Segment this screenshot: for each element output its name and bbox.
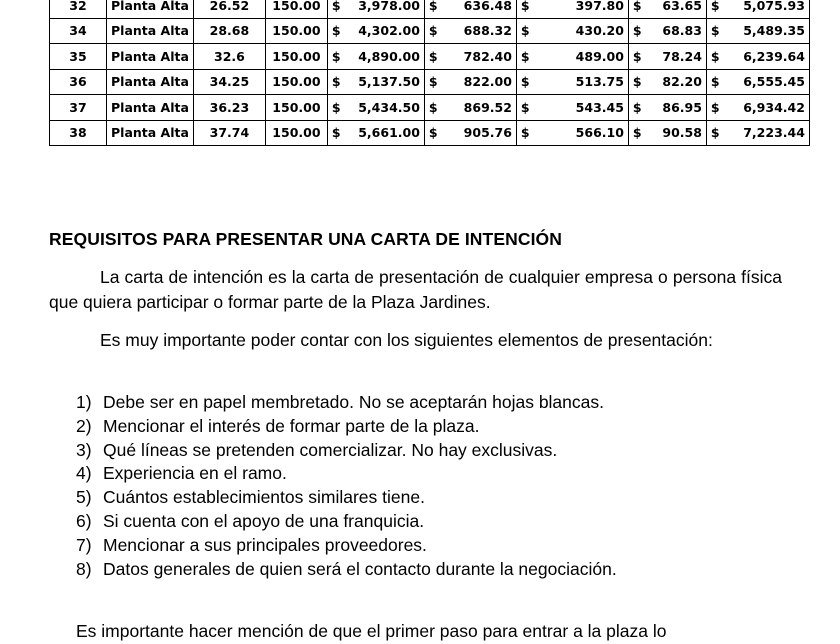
amount-value: 430.20	[575, 23, 624, 39]
list-item-number: 2)	[76, 415, 92, 436]
currency-symbol: $	[710, 99, 720, 115]
requirements-list	[76, 391, 617, 581]
fee-cell	[628, 69, 706, 95]
currency-symbol: $	[632, 0, 642, 13]
list-item-number: 5)	[76, 487, 92, 508]
local-number-cell: 32	[50, 0, 107, 18]
local-number-cell: 35	[50, 44, 107, 70]
rent-cell	[327, 44, 424, 70]
currency-symbol: $	[331, 48, 341, 64]
list-item	[76, 558, 617, 582]
section-heading: REQUISITOS PARA PRESENTAR UNA CARTA DE INTENCIÓN	[49, 229, 562, 249]
currency-symbol: $	[710, 23, 720, 39]
rent-cell	[327, 69, 424, 95]
currency-symbol: $	[520, 0, 530, 13]
list-item	[76, 510, 617, 534]
amount-value: 86.95	[662, 99, 702, 115]
currency-symbol: $	[331, 125, 341, 141]
table-row	[50, 18, 810, 44]
currency-symbol: $	[428, 48, 438, 64]
location-cell: Planta Alta	[107, 0, 194, 18]
location-cell: Planta Alta	[107, 44, 194, 70]
rent-cell	[327, 0, 424, 18]
list-item-number: 8)	[76, 558, 92, 579]
local-number-cell: 38	[50, 120, 107, 146]
amount-value: 5,661.00	[358, 125, 420, 141]
amount-value: 4,890.00	[358, 48, 420, 64]
location-cell: Planta Alta	[107, 120, 194, 146]
amount-value: 688.32	[463, 23, 512, 39]
table-body	[50, 0, 810, 146]
total-cell	[706, 69, 809, 95]
currency-symbol: $	[428, 99, 438, 115]
amount-value: 5,489.35	[743, 23, 805, 39]
amount-value: 63.65	[662, 0, 702, 13]
list-item	[76, 462, 617, 486]
currency-symbol: $	[520, 23, 530, 39]
table-row	[50, 0, 810, 18]
total-cell	[706, 44, 809, 70]
table-row	[50, 95, 810, 121]
currency-symbol: $	[632, 48, 642, 64]
list-item-text: Experiencia en el ramo.	[103, 463, 287, 484]
table-row	[50, 69, 810, 95]
currency-symbol: $	[520, 48, 530, 64]
maintenance-cell	[516, 44, 628, 70]
amount-value: 869.52	[463, 99, 512, 115]
total-cell	[706, 95, 809, 121]
local-number-cell: 37	[50, 95, 107, 121]
elements-paragraph: Es muy importante poder contar con los siguientes elementos de presentación:	[100, 330, 713, 350]
amount-value: 822.00	[463, 74, 512, 90]
area-cell: 26.52	[193, 0, 265, 18]
area-cell: 36.23	[193, 95, 265, 121]
currency-symbol: $	[710, 125, 720, 141]
maintenance-cell	[516, 95, 628, 121]
list-item	[76, 415, 617, 439]
currency-symbol: $	[331, 0, 341, 13]
rent-cell	[327, 95, 424, 121]
total-cell	[706, 18, 809, 44]
amount-value: 68.83	[662, 23, 702, 39]
amount-value: 78.24	[662, 48, 702, 64]
maintenance-cell	[516, 120, 628, 146]
total-cell	[706, 0, 809, 18]
rent-cell	[327, 120, 424, 146]
currency-symbol: $	[632, 23, 642, 39]
amount-value: 397.80	[575, 0, 624, 13]
currency-symbol: $	[520, 99, 530, 115]
list-item-text: Mencionar el interés de formar parte de la plaza.	[103, 415, 480, 436]
amount-value: 4,302.00	[358, 23, 420, 39]
maintenance-cell	[516, 69, 628, 95]
tax-cell	[424, 69, 516, 95]
amount-value: 3,978.00	[358, 0, 420, 13]
list-item-text: Debe ser en papel membretado. No se aceptarán hojas blancas.	[103, 392, 604, 412]
amount-value: 90.58	[662, 125, 702, 141]
amount-value: 82.20	[662, 74, 702, 90]
currency-symbol: $	[331, 99, 341, 115]
table-row	[50, 44, 810, 70]
list-item	[76, 486, 617, 510]
price-per-m2-cell: 150.00	[265, 120, 327, 146]
price-per-m2-cell: 150.00	[265, 95, 327, 121]
area-cell: 28.68	[193, 18, 265, 44]
amount-value: 5,434.50	[358, 99, 420, 115]
amount-value: 6,239.64	[743, 48, 805, 64]
list-item	[76, 391, 617, 415]
amount-value: 7,223.44	[743, 125, 805, 141]
list-item-text: Datos generales de quien será el contacto durante la negociación.	[103, 558, 617, 579]
table-row	[50, 120, 810, 146]
total-cell	[706, 120, 809, 146]
amount-value: 566.10	[575, 125, 624, 141]
fee-cell	[628, 120, 706, 146]
maintenance-cell	[516, 18, 628, 44]
currency-symbol: $	[428, 74, 438, 90]
local-number-cell: 34	[50, 18, 107, 44]
currency-symbol: $	[710, 0, 720, 13]
amount-value: 489.00	[575, 48, 624, 64]
currency-symbol: $	[428, 23, 438, 39]
location-cell: Planta Alta	[107, 69, 194, 95]
local-number-cell: 36	[50, 69, 107, 95]
price-per-m2-cell: 150.00	[265, 0, 327, 18]
tax-cell	[424, 0, 516, 18]
tax-cell	[424, 95, 516, 121]
list-item	[76, 439, 617, 463]
amount-value: 543.45	[575, 99, 624, 115]
location-cell: Planta Alta	[107, 95, 194, 121]
closing-paragraph-partial: Es importante hacer mención de que el primer paso para entrar a la plaza lo	[76, 621, 667, 641]
currency-symbol: $	[428, 0, 438, 13]
currency-symbol: $	[331, 74, 341, 90]
maintenance-cell	[516, 0, 628, 18]
amount-value: 905.76	[463, 125, 512, 141]
amount-value: 6,934.42	[743, 99, 805, 115]
list-item-number: 1)	[76, 392, 92, 412]
list-item-text: Mencionar a sus principales proveedores.	[103, 534, 427, 555]
area-cell: 32.6	[193, 44, 265, 70]
currency-symbol: $	[520, 74, 530, 90]
location-cell: Planta Alta	[107, 18, 194, 44]
tax-cell	[424, 18, 516, 44]
price-per-m2-cell: 150.00	[265, 69, 327, 95]
list-item-number: 7)	[76, 534, 92, 555]
fee-cell	[628, 95, 706, 121]
list-item-text: Si cuenta con el apoyo de una franquicia.	[103, 510, 425, 531]
currency-symbol: $	[710, 74, 720, 90]
tax-cell	[424, 120, 516, 146]
amount-value: 5,137.50	[358, 74, 420, 90]
list-item-number: 4)	[76, 463, 92, 484]
fee-cell	[628, 18, 706, 44]
amount-value: 636.48	[463, 0, 512, 13]
intro-paragraph: La carta de intención es la carta de presentación de cualquier empresa o persona física que quiera participar o formar parte de la Plaza Jardines.	[49, 267, 782, 312]
list-item-number: 6)	[76, 510, 92, 531]
amount-value: 6,555.45	[743, 74, 805, 90]
amount-value: 782.40	[463, 48, 512, 64]
area-cell: 34.25	[193, 69, 265, 95]
amount-value: 5,075.93	[743, 0, 805, 13]
currency-symbol: $	[428, 125, 438, 141]
rent-cell	[327, 18, 424, 44]
fee-cell	[628, 0, 706, 18]
tax-cell	[424, 44, 516, 70]
currency-symbol: $	[632, 125, 642, 141]
amount-value: 513.75	[575, 74, 624, 90]
list-item	[76, 534, 617, 558]
currency-symbol: $	[331, 23, 341, 39]
fee-cell	[628, 44, 706, 70]
list-item-number: 3)	[76, 439, 92, 460]
price-per-m2-cell: 150.00	[265, 44, 327, 70]
area-cell: 37.74	[193, 120, 265, 146]
locales-pricing-table	[49, 0, 810, 146]
list-item-text: Cuántos establecimientos similares tiene.	[103, 487, 425, 508]
currency-symbol: $	[632, 99, 642, 115]
currency-symbol: $	[632, 74, 642, 90]
price-per-m2-cell: 150.00	[265, 18, 327, 44]
currency-symbol: $	[710, 48, 720, 64]
list-item-text: Qué líneas se pretenden comercializar. No hay exclusivas.	[103, 439, 558, 460]
currency-symbol: $	[520, 125, 530, 141]
